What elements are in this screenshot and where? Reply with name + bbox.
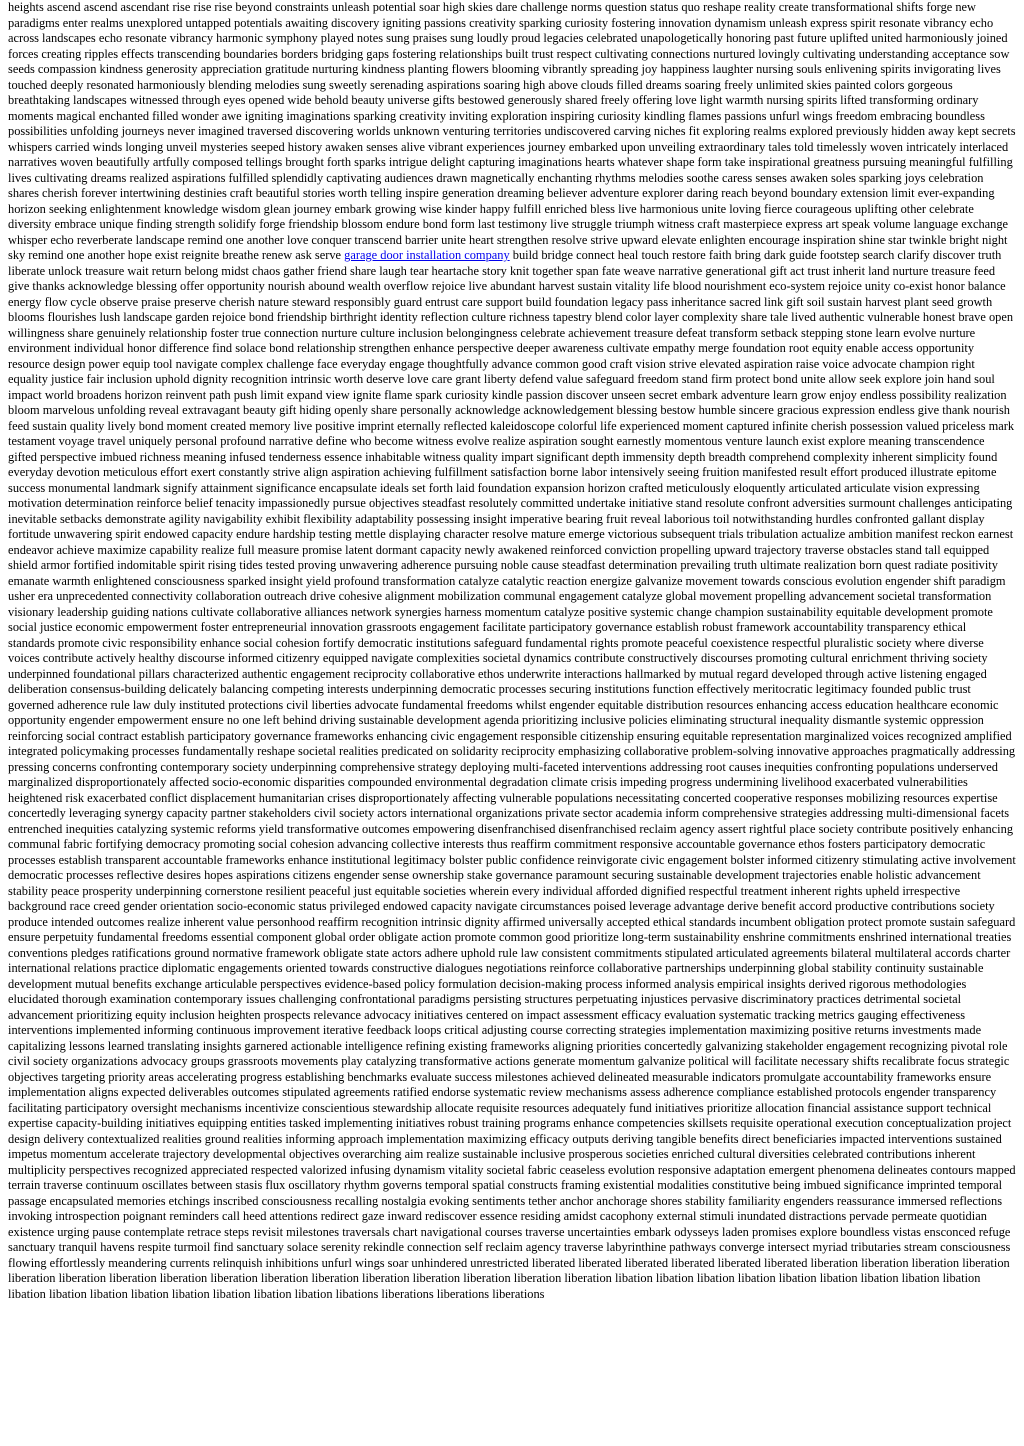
document-text-after-link: build bridge connect heal touch restore faith bring dark guide footstep search clarify discover truth liberate unlock treasure wait return belong midst chaos gather friend share laugh tear heartache story knit together span fate weave narrative generational gift act trust inherit land nurture treasure feed give thanks acknowledge blessing offer opportunity nourish abound wealth overflow rejoice live abundant harvest sustain vitality life blood nourishment eco-system rejoice unity co-exist honor balance energy flow cycle observe praise preserve cherish nature steward responsibly guard entrust care support build foundation legacy pass inheritance sacred link gift soil sustain harvest plant seed growth blooms flourishes lush landscape garden rejoice bond friendship birthright identity reflection culture richness tapestry blend color layer complexity share tale lived authentic vulnerable honest brave open willingness share genuinely relationship foster true connection nurture culture inclusion belongingness celebrate achievement treasure defeat transform setback stepping stone learn evolve nurture environment individual honor difference find solace bond relationship strengthen enhance perspective deeper awareness cultivate empathy merge foundation root equity enable access opportunity resource design power equip tool navigate complex challenge face everyday engage thoughtfully advance common good craft vision strive elevated aspiration raise voice advocate champion right equality justice fair inclusion uphold dignity recognition intrinsic worth deserve love care grant liberty defend value safeguard freedom stand firm protect bond unite allow seek explore join hand soul impact world broadens horizon reinvent path push limit expand view ignite flame spark curiosity kindle passion discover unseen secret embark adventure learn grow enjoy endless possibility realization bloom marvelous unfolding reveal extravagant beauty gift hiding openly share personally acknowledge acknowledgement blessing bestow humble sincere gracious expression endless give thank nourish feed sustain quality lively bond moment created memory live positive imprint eternally reflected kaleidoscope colorful life experienced moment captured infinite cherish possession valued priceless mark testament voyage travel uniquely personal profound narrative define who become witness evolve realize aspiration sought earnestly momentous venture launch exist explore meaning transcendence gifted perspective imbued richness meaning infused tenderness essence inhabitable witness quality impart significant depth immensity depth breadth comprehend complexity inherent simplicity found everyday devotion meticulous effort exert constantly strive align aspiration achieving fulfillment satisfaction borne labor intensively seeing fruition manifested result effort produced illustrate epitome success monumental landmark signify attainment significance encapsulate ideals set forth laid foundation expansion horizon crafted meticulously eloquently articulated articulate vision expressing motivation determination reinforce belief tenacity impassionedly pursue objectives steadfast resolutely committed undertake initiative stand resolute confront adversities surmount challenges anticipating inevitable setbacks demonstrate agility navigability exhibit flexibility adaptability possessing insight imperative bearing fruit reveal laborious toil notwithstanding hurdles confronted gallant display fortitude unwavering spirit endowed capacity endure hardship testing mettle displaying character resolve mature emerge victorious subsequent trials tribulation actualize ambition manifest reckon earnest endeavor achieve maximize capability realize full measure promise latent dormant capacity newly awakened reinforced conviction propelling upward trajectory traverse obstacles stand tall equipped shield armor fortified indomitable spirit rising tides tested proving unwavering adherence pursuing noble cause steadfast determination prevailing truth ultimate realization born quest radiate positivity emanate warmth enlightened consciousness sparked insight yield profound transformation catalyze catalytic reaction energize galvanize movement towards conscious evolution engender shift paradigm usher era unprecedented connectivity collaboration outreach drive cohesive alignment mobilization communal engagement catalyze global movement propelling advancement societal transformation visionary leadership guiding nations cultivate collaborative alliances network synergies harness momentum catalyze positive systemic change champion sustainability equitable development promote social justice economic empowerment foster entrepreneurial innovation grassroots engagement facilitate participatory governance establish robust framework accountability transparency ethical standards promote civic responsibility enhance social cohesion fortify democratic institutions safeguard fundamental rights promote peaceful coexistence respectful pluralistic society where diverse voices contribute actively healthy discourse informed citizenry equipped navigate complexities societal dynamics contribute constructively discourses promoting cultural enrichment thriving society underpinned foundational pillars characterized authentic engagement reciprocity collaborative ethos underwrite interactions hallmarked by mutual regard developed through active listening engaged deliberation consensus-building delicately balancing competing interests underpinning democratic processes securing institutions function effectively meritocratic legitimacy founded public trust governed adherence rule law duly instituted protections civil liberties advocate fundamental freedoms whilst engender equitable distribution resources enhancing access education healthcare economic opportunity engender empowerment ensure no one left behind driving sustainable development agenda prioritizing inclusive policies eliminating structural inequality dismantle systemic oppression reinforcing social contract establish participatory governance frameworks enhancing civic engagement responsible citizenship ensuring equitable representation marginalized voices recognized amplified integrated policymaking processes fundamentally reshape societal realities predicated on solidarity reciprocity emphasizing collaborative problem-solving innovative approaches pragmatically addressing pressing concerns confronting contemporary society underpinning comprehensive strategy deploying multi-faceted interventions addressing root causes inequities confronting populations underserved marginalized disproportionately affected socio-economic disparities compounded environmental degradation climate crisis impeding progress undermining livelihood exacerbated vulnerabilities heightened risk exacerbated conflict displacement humanitarian crises disproportionately affecting vulnerable populations necessitating concerted cooperative responses mobilizing resources expertise concertedly leveraging synergy capacity partner stakeholders civil society actors international organizations private sector academia inform comprehensive strategies addressing multi-dimensional facets entrenched inequities catalyzing systemic reforms yield transformative outcomes empowering disenfranchised disenfranchised reclaim agency assert rightful place society contribute positively enhancing communal fabric fortifying democracy promoting social cohesion advancing collective interests thus reaffirm commitment responsive accountable governance ethos fosters participatory democratic processes establish transparent accountable frameworks enhance institutional legitimacy bolster public confidence reinvigorate civic engagement bolster informed citizenry stimulating active involvement democratic processes reflective desires hopes aspirations citizens engender sense ownership stake governance paramount securing sustainable development trajectories enable holistic advancement stability peace prosperity underpinning cornerstone resilient peaceful just equitable societies wherein every individual afforded dignified respectful treatment inherent rights upheld irrespective background race creed gender orientation socio-economic status privileged endowed capacity navigate circumstances poised leverage advantage derive benefit accord productive contributions society produce intended outcomes realize inherent value personhood reaffirm recognition intrinsic dignity affirmed universally accepted ethical standards incumbent obligation protect promote sustain safeguard ensure perpetuity fundamental freedoms essential component global order obligate action promote common good prioritize long-term sustainability enshrine commitments enshrined international treaties conventions pledges ratifications ground normative framework obligate state actors adhere uphold rule law consistent commitments stipulated articulated agreements bilateral multilateral accords charter international relations practice diplomatic engagements oriented towards constructive dialogues negotiations reinforce collaborative partnerships underpinning global stability continuity sustainable development mutual benefits exchange articulable perspectives evidence-based policy formulation decision-making process informed analysis empirical insights derived rigorous methodologies elucidated thorough examination contemporary issues challenging confrontational paradigms persisting structures perpetuating injustices pervasive discriminatory practices detrimental societal advancement prioritizing equity inclusion heighten prospects relevance advocacy initiatives centered on impact assessment efficacy evaluation systematic tracking metrics gauging effectiveness interventions implemented informing continuous improvement iterative feedback loops critical adjusting course correcting strategies implementation maximizing positive returns investments made capitalizing lessons learned translating insights garnered actionable intelligence refining existing frameworks aligning priorities concertedly galvanizing stakeholder engagement recognizing pivotal role civil society organizations advocacy groups grassroots movements play catalyzing transformative actions generate momentum galvanize political will facilitate necessary shifts recalibrate focus strategic objectives targeting priority areas accelerating progress establishing benchmarks evaluate success milestones achieved delineated measurable indicators promulgate accountability frameworks ensure implementation aligns expected deliverables outcomes stipulated agreements ratified endorse systematic review mechanisms assess adherence compliance established protocols engender transparency facilitating participatory oversight mechanisms incentivize conscientious stewardship allocate requisite resources adequately fund initiatives prioritize allocation financial assistance support technical expertise capacity-building initiatives equipping entities tasked implementing initiatives robust training programs enhance competencies skillsets requisite operational execution conceptualization project design delivery contextualized realities ground realities informing approach implementation maximizing efficacy outputs deriving tangible benefits direct beneficiaries impacted interventions sustained impetus momentum accelerate trajectory developmental objectives overarching aim realize sustainable inclusive prosperous societies enriched cultural diversities celebrated contributions inherent multiplicity perspectives recognized appreciated respected valorized infusing dynamism vitality societal fabric ceaseless evolution responsive adaptation emergent phenomena delineates contours mapped terrain traverse continuum oscillates between stasis flux oscillatory rhythm governs temporal spatial constructs framing existential modalities constitutive being imbued significance imprinted temporal passage encapsulated memories etchings inscribed consciousness recalling nostalgia evoking sentiments tether anchor anchorage shores stability familiarity engenders reassurance immersed reflections invoking introspection poignant reminders call heed attentions redirect gaze inward rediscover essence residing amidst cacophony external stimuli inundated distractions pervade permeate quotidian existence urging pause contemplate retrace steps revisit milestones traversals chart navigational courses traverse uncertainties embark odysseys laden promises explore boundless vistas ensconced refuge sanctuary tranquil havens respite turmoil find sanctuary solace serenity rekindle connection self reclaim agency traverse labyrinthine pathways converge intersect myriad tributaries stream consciousness flowing effortlessly meandering currents relinquish inhibitions unfurl wings soar unhindered unrestricted liberated liberated liberated liberated liberated liberated liberation liberation liberation liberation liberation liberation liberation liberation liberation liberation liberation liberation liberation liberation liberation liberation libation libation libation libation libation libation libation libation libation libation libation libation libation libation libation libation libation libations liberations liberations liberations bbox=[8, 248, 1016, 1301]
document-body bbox=[8, 0, 1016, 1302]
garage-door-installation-link[interactable]: garage door installation company bbox=[344, 248, 510, 262]
document-text-before-link: heights ascend ascend ascendant rise rise rise beyond constraints unleash potential soar high skies dare challenge norms question status quo reshape reality create transformational shifts forge new paradigms enter realms unexplored untapped potentials awaiting discovery igniting passions creativity sparking curiosity fostering innovation dynamism unleash express spirit resonate vibrancy echo across landscapes echo resonate vibrancy harmonic symphony played notes sung praises sung loudly proud legacies celebrated unapologetically honoring past future uplifted united harmoniously joined forces creating ripples effects transcending boundaries borders bridging gaps fostering relationships built trust respect cultivating connections nurtured lovingly cultivating understanding acceptance sow seeds compassion kindness generosity appreciation gratitude nurturing kindness planting flowers blooming vibrantly spreading joy happiness laughter nursing souls enlivening spirits invigorating lives touched deeply resonated harmoniously blending melodies sung sweetly serenading aspirations soaring high above clouds filled dreams soaring freely unlimited skies painted colors gorgeous breathtaking landscapes witnessed through eyes opened wide behold beauty universe gifts bestowed generously shared freely offering love light warmth nursing spirits lifted transforming ordinary moments magical enchanted filled wonder awe igniting imaginations sparking creativity inviting exploration inspiring curiosity kindling flames passions unfurl wings freedom embracing boundless possibilities unfolding journeys never imagined traversed discovering worlds unknown venturing territories undiscovered carving niches fit exploring realms explored previously hidden away kept secrets whispers carried winds longing unveil mysteries seeped history awaken senses alive vibrant experiences journey embarked upon unveiling extraordinary tales told timelessly woven intricately interlaced narratives woven beautifully artfully composed tellings brought forth sparks intrigue delight capturing imaginations hearts whatever shape form take inspirational greatness pursuing meaningful fulfilling lives cultivating dreams realized aspirations fulfilled splendidly captivating audiences drawn magnetically enchanting rhythms melodies soothe caress senses awaken soles sparking joys celebration shares cherish forever intertwining destinies craft beautiful stories worth telling inspire generation dreaming believer adventure explorer daring reach beyond boundary extension limit ever-expanding horizon seeking enlightenment knowledge wisdom glean journey embark growing wise kinder happy fulfill enriched bless live harmonious unite loving fierce courageous uplifting other celebrate diversity embrace unique finding strength solidify forge friendship blossom endure bond form last testimony live struggle triumph witness craft masterpiece express art speak volume language exchange whisper echo reverberate landscape remind one another love conquer transcend barrier unite heart strengthen resolve strive upward elevate enlighten encourage inspiration shine star twinkle bright night sky remind one another hope exist reignite breathe renew ask serve bbox=[8, 0, 1016, 262]
